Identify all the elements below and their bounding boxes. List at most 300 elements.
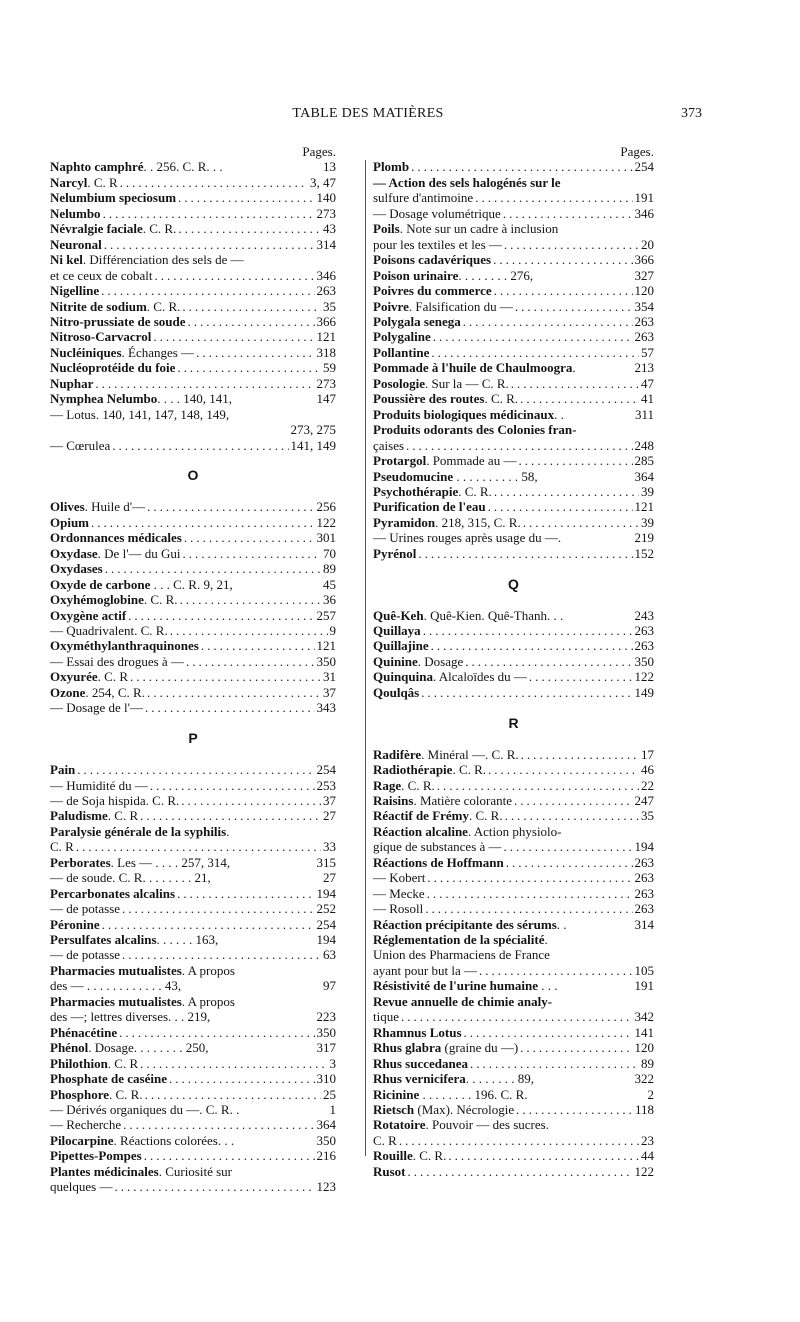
dot-leader	[504, 839, 633, 854]
page-ref: 33	[323, 839, 336, 855]
index-entry	[373, 268, 654, 283]
entry-text: Raisins. Matière colorante	[373, 792, 513, 808]
page-ref: 46	[641, 762, 654, 778]
page-ref: 311	[634, 406, 654, 422]
dot-leader	[494, 484, 639, 499]
entry-text: Pyrénol	[373, 545, 417, 561]
page-ref: 2	[647, 1086, 654, 1102]
page-ref: 141	[634, 1024, 654, 1040]
dot-leader	[170, 623, 328, 638]
page-ref: 263	[634, 854, 654, 870]
page-ref: 39	[641, 514, 654, 530]
page-ref: 366	[316, 313, 336, 329]
dot-leader	[120, 175, 308, 190]
index-entry	[373, 1040, 654, 1055]
dot-leader	[425, 901, 632, 916]
index-entry	[373, 530, 654, 545]
page-ref: 35	[641, 808, 654, 824]
dot-leader	[150, 778, 315, 793]
entry-text-line: Produits odorants des Colonies fran-	[373, 422, 577, 438]
page-ref: 121	[316, 638, 336, 654]
dot-leader	[463, 314, 633, 329]
dot-leader	[479, 963, 633, 978]
page-ref: 248	[634, 437, 654, 453]
entry-text: Phosphore. C. R.	[50, 1086, 143, 1102]
page-ref: 89	[641, 1055, 654, 1071]
index-entry	[373, 778, 654, 793]
entry-text: Narcyl. C. R	[50, 174, 118, 190]
spacer	[373, 731, 654, 746]
index-entry	[373, 669, 654, 684]
entry-text: — Lotus. 140, 141, 147, 148, 149,	[50, 406, 230, 422]
index-entry	[50, 407, 336, 422]
spacer	[50, 716, 336, 731]
dot-leader	[448, 1148, 639, 1163]
index-column-left	[50, 144, 336, 1195]
index-entry	[50, 638, 336, 653]
index-entry	[50, 345, 336, 360]
dot-leader	[184, 530, 315, 545]
index-entry	[373, 422, 654, 453]
index-entry	[50, 762, 336, 777]
page-ref: 263	[634, 329, 654, 345]
index-entry	[50, 1087, 336, 1102]
index-entry	[50, 1117, 336, 1132]
page-ref: 31	[323, 669, 336, 685]
entry-text: Phénol. Dosage. . . . . . . . 250,	[50, 1040, 209, 1056]
entry-text-line: Réglementation de la spécialité.	[373, 932, 548, 948]
entry-text: — Mecke	[373, 885, 425, 901]
page-ref: 22	[641, 777, 654, 793]
page-ref: 41	[641, 391, 654, 407]
index-entry	[50, 917, 336, 932]
index-entry	[50, 175, 336, 190]
entry-text: Neuronal	[50, 236, 102, 252]
page-ref: 122	[634, 1163, 654, 1179]
index-entry	[373, 360, 654, 375]
index-entry	[373, 376, 654, 391]
page-ref: 191	[634, 978, 654, 994]
index-entry	[50, 870, 336, 885]
index-entry	[373, 469, 654, 484]
index-entry	[373, 623, 654, 638]
page-ref: 3, 47	[310, 174, 336, 190]
dot-leader	[91, 515, 314, 530]
page-ref: 121	[316, 329, 336, 345]
page-ref: 273, 275	[290, 422, 336, 438]
page-ref: 147	[316, 391, 336, 407]
index-entry	[373, 299, 654, 314]
dot-leader	[178, 221, 321, 236]
dot-leader	[437, 778, 639, 793]
page-ref: 118	[634, 1102, 654, 1118]
dot-leader	[101, 283, 314, 298]
dot-leader	[186, 654, 315, 669]
page-ref: 256	[316, 499, 336, 515]
index-entry	[50, 252, 336, 283]
page-ref: 263	[634, 901, 654, 917]
page-ref: 315	[316, 854, 336, 870]
entry-text: Persulfates alcalins. . . . . . 163,	[50, 932, 219, 948]
entry-text: — de Soja hispida. C. R.	[50, 792, 180, 808]
index-entry	[373, 932, 654, 978]
page-ref: 122	[634, 669, 654, 685]
entry-text: Résistivité de l'urine humaine . . .	[373, 978, 558, 994]
page-ref: 254	[316, 916, 336, 932]
entry-text: Rusot	[373, 1163, 406, 1179]
index-entry	[50, 1071, 336, 1086]
page-ref: 301	[316, 530, 336, 546]
entry-text: Pseudomucine . . . . . . . . . . 58,	[373, 468, 538, 484]
entry-text-line: Paralysie générale de la syphilis.	[50, 823, 230, 839]
spacer	[50, 747, 336, 762]
index-entry	[373, 345, 654, 360]
dot-leader	[433, 329, 633, 344]
index-entry	[50, 1102, 336, 1117]
entry-text: Nelumbium speciosum	[50, 190, 177, 206]
entry-text: Oxyméthylanthraquinones	[50, 638, 199, 654]
index-entry	[50, 901, 336, 916]
entry-text: Pommade à l'huile de Chaulmoogra.	[373, 360, 576, 376]
index-entry	[50, 855, 336, 870]
entry-text: Radiothérapie. C. R.	[373, 762, 487, 778]
dot-leader	[427, 886, 633, 901]
page-ref: 27	[323, 808, 336, 824]
page-ref: 23	[641, 1132, 654, 1148]
dot-leader	[421, 685, 632, 700]
entry-text: — Cœrulea	[50, 437, 111, 453]
entry-text: Naphto camphré. . 256. C. R. . .	[50, 159, 223, 175]
index-entry	[50, 1040, 336, 1055]
entry-text: Nitrite de sodium. C. R.	[50, 298, 181, 314]
entry-text: Nymphea Nelumbo. . . . 140, 141,	[50, 391, 233, 407]
page-title: TABLE DES MATIÈRES	[292, 106, 444, 121]
index-entry	[50, 793, 336, 808]
index-entry	[373, 175, 654, 206]
page-ref: 366	[634, 252, 654, 268]
index-entry	[373, 608, 654, 623]
dot-leader	[112, 438, 288, 453]
page-ref: 36	[323, 592, 336, 608]
page-ref: 254	[316, 762, 336, 778]
section-letter: R	[508, 714, 519, 731]
index-entry	[50, 515, 336, 530]
page-ref: 263	[634, 623, 654, 638]
page-ref: 140	[316, 190, 336, 206]
entry-text: quelques —	[50, 1179, 113, 1195]
spacer	[373, 592, 654, 607]
index-entry	[50, 159, 336, 174]
dot-leader	[182, 299, 321, 314]
section-letter: Q	[508, 575, 519, 592]
entry-text: Rhus succedanea	[373, 1055, 468, 1071]
page-ref: 3	[329, 1055, 336, 1071]
entry-text: — Dérivés organiques du —. C. R. .	[50, 1102, 240, 1118]
index-entry	[50, 1025, 336, 1040]
index-entry	[50, 994, 336, 1025]
index-entry	[50, 669, 336, 684]
index-entry	[373, 391, 654, 406]
entry-text: Ricinine . . . . . . . . 196. C. R.	[373, 1086, 528, 1102]
page-ref: 322	[634, 1071, 654, 1087]
index-entry	[50, 499, 336, 514]
dot-leader	[76, 839, 321, 854]
dot-leader	[431, 345, 639, 360]
index-entry	[373, 793, 654, 808]
dot-leader	[488, 499, 633, 514]
entry-text: Nucléiniques. Échanges —	[50, 344, 195, 360]
index-entry	[373, 283, 654, 298]
page-ref: 120	[634, 1040, 654, 1056]
dot-leader	[119, 1025, 314, 1040]
dot-leader	[505, 808, 639, 823]
index-entry	[50, 376, 336, 391]
entry-text: — de potasse	[50, 947, 121, 963]
dot-leader	[503, 206, 633, 221]
page-ref: 63	[323, 947, 336, 963]
index-entry	[50, 221, 336, 236]
page-ref: 122	[316, 514, 336, 530]
entry-text: Qoulqâs	[373, 684, 420, 700]
dot-leader	[406, 438, 632, 453]
entry-text: Opium	[50, 514, 90, 530]
page-ref: 364	[634, 468, 654, 484]
entry-text-line: Pharmacies mutualistes. A propos	[50, 962, 235, 978]
page-ref: 317	[316, 1040, 336, 1056]
entry-text: Réactif de Frémy. C. R.	[373, 808, 503, 824]
entry-text-line: Rotatoire. Pouvoir — des sucres.	[373, 1117, 549, 1133]
index-entry	[50, 190, 336, 205]
entry-text: sulfure d'antimoine	[373, 190, 474, 206]
dot-leader	[493, 252, 632, 267]
entry-text-line: Pharmacies mutualistes. A propos	[50, 993, 235, 1009]
index-entry	[373, 252, 654, 267]
index-entry	[373, 1102, 654, 1117]
entry-text: — Essai des drogues à —	[50, 653, 184, 669]
entry-text: Réactions de Hoffmann	[373, 854, 504, 870]
entry-text: Rietsch (Max). Nécrologie	[373, 1102, 515, 1118]
dot-leader	[431, 638, 633, 653]
entry-text: Nuphar	[50, 375, 94, 391]
entry-text: Psychothérapie. C. R.	[373, 483, 492, 499]
dot-leader	[123, 1117, 314, 1132]
spacer	[50, 453, 336, 468]
page-ref: 327	[634, 267, 654, 283]
index-entry	[373, 206, 654, 221]
entry-text-line: Réaction alcaline. Action physiolo-	[373, 823, 562, 839]
entry-text: Paludisme. C. R	[50, 808, 139, 824]
page-ref: 263	[316, 283, 336, 299]
index-entry	[50, 422, 336, 437]
entry-text: Quê-Keh. Quê-Kien. Quê-Thanh. . .	[373, 607, 564, 623]
index-entry	[50, 237, 336, 252]
page-ref: 89	[323, 561, 336, 577]
entry-text: Pollantine	[373, 344, 430, 360]
index-entry	[50, 391, 336, 406]
entry-text: — Dosage de l'—	[50, 700, 143, 716]
entry-text: C. R	[50, 839, 74, 855]
page-ref: 216	[316, 1148, 336, 1164]
index-entry	[50, 947, 336, 962]
index-entry	[50, 530, 336, 545]
entry-text: Oxygène actif	[50, 607, 127, 623]
running-header	[48, 106, 702, 126]
index-entry	[50, 778, 336, 793]
dot-leader	[504, 237, 639, 252]
index-entry	[373, 824, 654, 855]
entry-text: Pyramidon. 218, 315, C. R.	[373, 514, 521, 530]
section-letter: P	[188, 730, 198, 747]
index-entry	[50, 654, 336, 669]
dot-leader	[465, 654, 632, 669]
page-ref: 35	[323, 298, 336, 314]
page-ref: 194	[634, 839, 654, 855]
dot-leader	[130, 669, 321, 684]
index-entry	[50, 577, 336, 592]
page-ref: 194	[316, 932, 336, 948]
entry-text: Rage. C. R.	[373, 777, 435, 793]
entry-text: Nucléoprotéide du foie	[50, 360, 176, 376]
page-ref: 273	[316, 375, 336, 391]
index-entry	[373, 901, 654, 916]
dot-leader	[147, 499, 314, 514]
index-column-right	[373, 144, 654, 1179]
entry-text-line: Ni kel. Différenciation des sels de —	[50, 252, 244, 268]
page-ref: 13	[323, 159, 336, 175]
dot-leader	[183, 546, 321, 561]
dot-leader	[423, 623, 633, 638]
entry-text: Percarbonates alcalins	[50, 885, 176, 901]
index-entry	[373, 1148, 654, 1163]
page-ref: 314	[316, 236, 336, 252]
index-entry	[373, 978, 654, 993]
dot-leader	[494, 283, 633, 298]
entry-text: Oxyhémoglobine. C. R.	[50, 592, 178, 608]
page-ref: 37	[323, 684, 336, 700]
entry-text: Oxydases	[50, 561, 103, 577]
page-ref: 47	[641, 375, 654, 391]
dot-leader	[153, 329, 314, 344]
entry-text: gique de substances à —	[373, 839, 502, 855]
entry-text: — Recherche	[50, 1117, 122, 1133]
index-entry	[373, 407, 654, 422]
index-entry	[50, 299, 336, 314]
column-divider	[365, 160, 366, 1156]
page-ref: 252	[316, 901, 336, 917]
page-ref: 346	[634, 205, 654, 221]
page-ref: 9	[329, 623, 336, 638]
page-ref: 44	[641, 1148, 654, 1164]
entry-text: des — . . . . . . . . . . . . 43,	[50, 978, 182, 994]
index-entry	[373, 1056, 654, 1071]
dot-leader	[140, 808, 321, 823]
index-entry	[50, 329, 336, 344]
page-ref: 354	[634, 298, 654, 314]
dot-leader	[140, 1056, 327, 1071]
dot-leader	[145, 1087, 321, 1102]
index-entry	[373, 1117, 654, 1148]
page-ref: 25	[323, 1086, 336, 1102]
index-entry	[50, 886, 336, 901]
entry-text: Oxyurée. C. R	[50, 669, 128, 685]
page-ref: 350	[634, 653, 654, 669]
entry-text: Rhamnus Lotus	[373, 1024, 462, 1040]
dot-leader	[411, 159, 632, 174]
dot-leader	[464, 1025, 633, 1040]
entry-text: tique	[373, 1009, 399, 1025]
dot-leader	[128, 608, 314, 623]
page-ref: 350	[316, 653, 336, 669]
entry-text: Rhus vernicifera. . . . . . . . 89,	[373, 1071, 535, 1087]
entry-text: Protargol. Pommade au —	[373, 453, 517, 469]
page-ref: 105	[634, 962, 654, 978]
dot-leader	[181, 793, 321, 808]
page-ref: 70	[323, 545, 336, 561]
dot-leader	[520, 391, 639, 406]
dot-leader	[180, 592, 322, 607]
entry-text: — Humidité du —	[50, 777, 148, 793]
entry-text: Polygaline	[373, 329, 431, 345]
entry-text: Quinine. Dosage	[373, 653, 464, 669]
entry-text: Ozone. 254, C. R.	[50, 684, 145, 700]
index-entry	[373, 314, 654, 329]
page-ref: 97	[323, 978, 336, 994]
index-entry	[373, 1087, 654, 1102]
dot-leader	[102, 917, 315, 932]
entry-text: — Kobert	[373, 870, 426, 886]
index-entry	[373, 685, 654, 700]
index-entry	[50, 623, 336, 638]
spacer	[373, 561, 654, 576]
index-entry	[373, 546, 654, 561]
entry-text: Polygala senega	[373, 313, 461, 329]
page-ref: 253	[316, 777, 336, 793]
index-entry	[50, 963, 336, 994]
page-ref: 223	[316, 1009, 336, 1025]
page-number: 373	[681, 106, 702, 121]
index-entry	[50, 561, 336, 576]
entry-text: Ordonnances médicales	[50, 530, 182, 546]
entry-text: Produits biologiques médicinaux. .	[373, 406, 564, 422]
page-ref: 45	[323, 576, 336, 592]
page-ref: 43	[323, 221, 336, 237]
dot-leader	[514, 793, 632, 808]
entry-text: Quillajine	[373, 638, 429, 654]
page-ref: 37	[323, 792, 336, 808]
index-entry	[373, 1025, 654, 1040]
index-entry	[50, 360, 336, 375]
dot-leader	[506, 855, 633, 870]
entry-text-line: Plantes médicinales. Curiosité sur	[50, 1163, 232, 1179]
entry-text: Quinquina. Alcaloïdes du —	[373, 669, 527, 685]
page-ref: 219	[634, 530, 654, 546]
pages-label: Pages.	[620, 144, 654, 159]
index-entry	[373, 917, 654, 932]
index-entry	[373, 870, 654, 885]
page-ref: 318	[316, 344, 336, 360]
entry-text: Phosphate de caséine	[50, 1071, 167, 1087]
entry-text: Poivres du commerce	[373, 283, 492, 299]
index-entry	[373, 855, 654, 870]
entry-text: Perborates. Les — . . . . 257, 314,	[50, 854, 231, 870]
dot-leader	[523, 515, 639, 530]
entry-text: Radifère. Minéral —. C. R.	[373, 746, 519, 762]
dot-leader	[155, 268, 315, 283]
index-entry	[373, 515, 654, 530]
entry-text: Philothion. C. R	[50, 1055, 139, 1071]
page-ref: 27	[323, 870, 336, 886]
dot-leader	[103, 206, 315, 221]
